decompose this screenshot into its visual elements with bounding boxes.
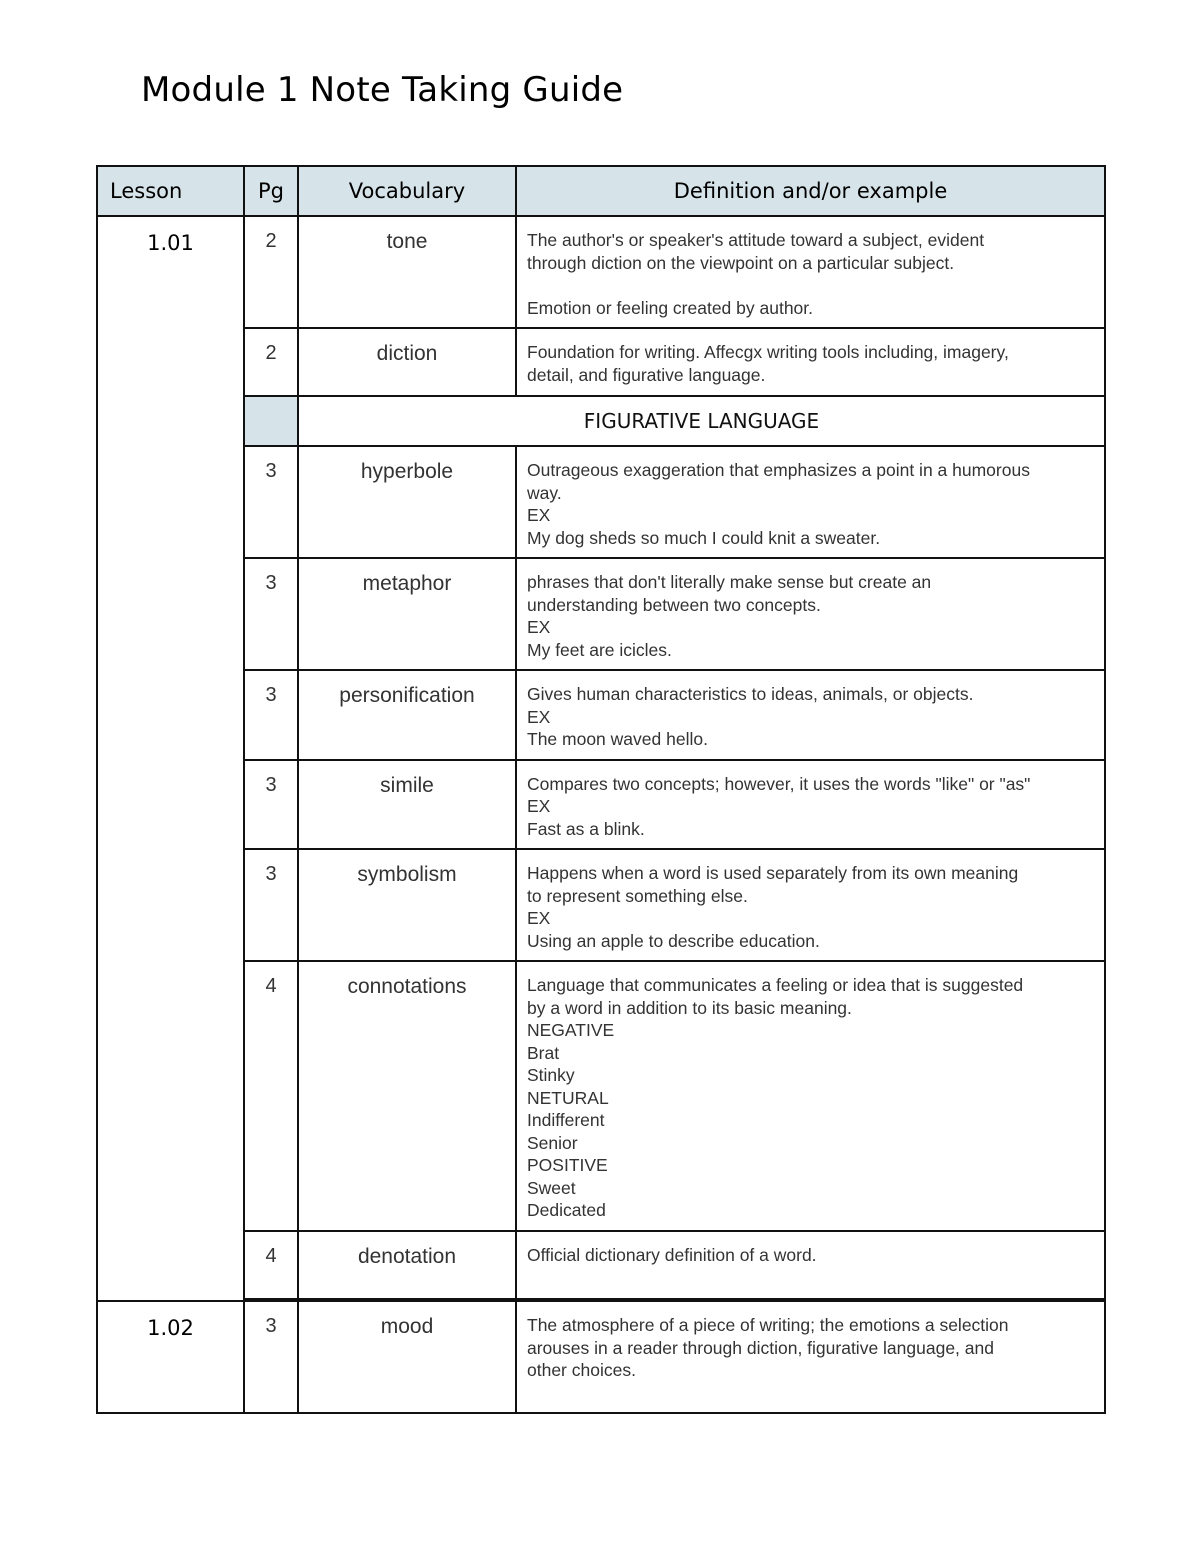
- definition-cell: [516, 216, 1105, 328]
- definition-line: Sweet: [527, 1177, 576, 1198]
- table-row: [97, 328, 1105, 396]
- page-title: Module 1 Note Taking Guide: [141, 70, 624, 110]
- definition-line: to represent something else.: [527, 885, 748, 906]
- pg-cell: 3: [244, 558, 298, 670]
- definition-line: Compares two concepts; however, it uses the words "like" or "as": [527, 773, 1031, 794]
- definition-line: Language that communicates a feeling or idea that is suggested: [527, 975, 1024, 995]
- table-row: [97, 961, 1105, 1231]
- definition-line: Using an apple to describe education.: [527, 930, 820, 951]
- definition-line: EX: [527, 617, 551, 637]
- definition-line: My feet are icicles.: [527, 639, 672, 660]
- vocab-term: personification: [298, 670, 516, 760]
- vocab-term: diction: [298, 328, 516, 396]
- table-row: [97, 670, 1105, 760]
- header-lesson: Lesson: [97, 166, 244, 216]
- vocab-term: denotation: [298, 1231, 516, 1299]
- definition-line: Gives human characteristics to ideas, animals, or objects.: [527, 684, 974, 704]
- definition-line: through diction on the viewpoint on a particular subject.: [527, 252, 955, 273]
- definition-line: EX: [527, 796, 551, 816]
- pg-cell: 4: [244, 1231, 298, 1299]
- vocab-term: tone: [298, 216, 516, 328]
- pg-cell: 3: [244, 1301, 298, 1413]
- definition-line: POSITIVE: [527, 1155, 608, 1175]
- definition-line: other choices.: [527, 1360, 636, 1380]
- definition-line: The moon waved hello.: [527, 729, 708, 749]
- definition-line: EX: [527, 908, 551, 928]
- definition-line: way.: [527, 482, 562, 503]
- definition-line: [527, 274, 1096, 297]
- definition-cell: [516, 328, 1105, 396]
- definition-line: Official dictionary definition of a word.: [527, 1245, 817, 1265]
- definition-line: The author's or speaker's attitude toward a subject, evident: [527, 230, 985, 250]
- definition-line: detail, and figurative language.: [527, 364, 766, 385]
- vocab-term: symbolism: [298, 849, 516, 961]
- definition-line: understanding between two concepts.: [527, 594, 821, 615]
- lesson-cell: 1.01: [97, 216, 244, 1301]
- table-row: [97, 760, 1105, 850]
- vocab-term: simile: [298, 760, 516, 850]
- definition-line: NETURAL: [527, 1087, 609, 1108]
- vocab-term: hyperbole: [298, 446, 516, 558]
- definition-line: Foundation for writing. Affecgx writing tools including, imagery,: [527, 342, 1009, 362]
- pg-cell: 3: [244, 849, 298, 961]
- definition-line: Indifferent: [527, 1110, 605, 1130]
- definition-line: EX: [527, 706, 551, 727]
- definition-cell: [516, 961, 1105, 1231]
- section-heading: FIGURATIVE LANGUAGE: [298, 396, 1105, 446]
- definition-line: by a word in addition to its basic meaning.: [527, 997, 852, 1018]
- header-row: [97, 166, 1105, 216]
- definition-line: My dog sheds so much I could knit a sweater.: [527, 527, 881, 548]
- table-row: [97, 849, 1105, 961]
- lesson-cell: 1.02: [97, 1301, 244, 1413]
- section-shade-cell: [244, 396, 298, 446]
- definition-line: NEGATIVE: [527, 1020, 615, 1040]
- section-row: [97, 396, 1105, 446]
- table-row: [97, 558, 1105, 670]
- definition-line: Brat: [527, 1042, 560, 1063]
- definition-line: Stinky: [527, 1065, 575, 1085]
- definition-line: arouses in a reader through diction, figurative language, and: [527, 1337, 994, 1358]
- vocab-term: mood: [298, 1301, 516, 1413]
- definition-cell: [516, 670, 1105, 760]
- header-definition: Definition and/or example: [516, 166, 1105, 216]
- vocab-term: metaphor: [298, 558, 516, 670]
- definition-line: Happens when a word is used separately from its own meaning: [527, 863, 1019, 883]
- pg-cell: 2: [244, 328, 298, 396]
- pg-cell: 3: [244, 760, 298, 850]
- definition-cell: [516, 446, 1105, 558]
- table-row: [97, 216, 1105, 328]
- pg-cell: 3: [244, 446, 298, 558]
- definition-line: The atmosphere of a piece of writing; the emotions a selection: [527, 1315, 1009, 1335]
- definition-cell: [516, 1231, 1105, 1299]
- definition-cell: [516, 558, 1105, 670]
- definition-cell: [516, 1301, 1105, 1413]
- definition-line: Dedicated: [527, 1200, 606, 1220]
- definition-line: Emotion or feeling created by author.: [527, 297, 814, 318]
- definition-line: Outrageous exaggeration that emphasizes a point in a humorous: [527, 460, 1030, 480]
- note-taking-table: [96, 165, 1106, 1414]
- pg-cell: 2: [244, 216, 298, 328]
- pg-cell: 3: [244, 670, 298, 760]
- definition-cell: [516, 760, 1105, 850]
- header-pg: Pg: [244, 166, 298, 216]
- table-row: [97, 1231, 1105, 1299]
- definition-cell: [516, 849, 1105, 961]
- definition-line: EX: [527, 505, 551, 525]
- pg-cell: 4: [244, 961, 298, 1231]
- table-row: [97, 446, 1105, 558]
- definition-line: Fast as a blink.: [527, 818, 645, 839]
- definition-line: Senior: [527, 1132, 578, 1153]
- vocab-term: connotations: [298, 961, 516, 1231]
- header-vocabulary: Vocabulary: [298, 166, 516, 216]
- table-row: [97, 1301, 1105, 1413]
- definition-line: phrases that don't literally make sense but create an: [527, 572, 932, 592]
